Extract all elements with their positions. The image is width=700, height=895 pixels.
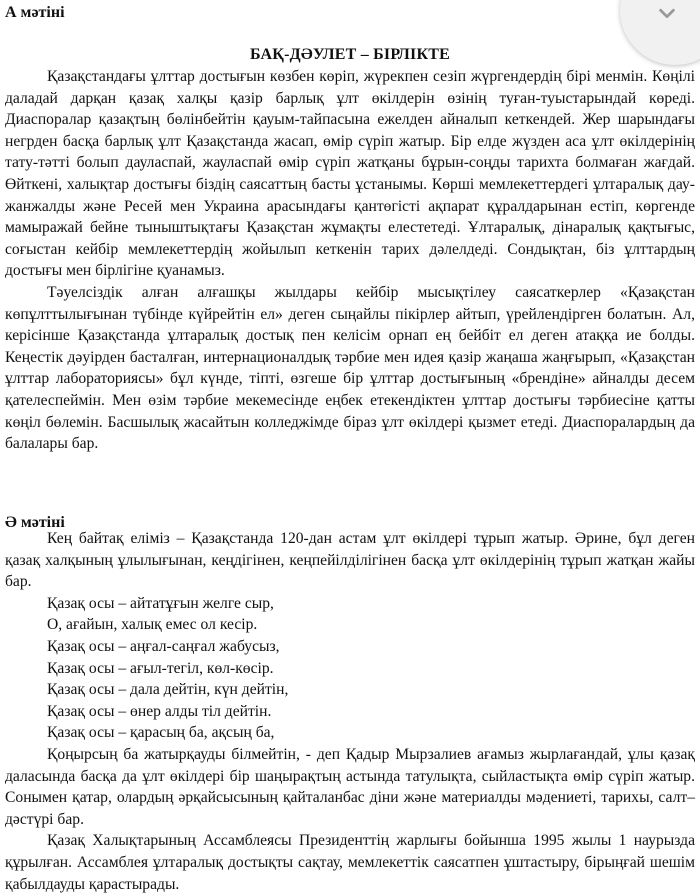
text-a-paragraph-2: Тәуелсіздік алған алғашқы жылдары кейбір мысықтілеу саясаткерлер «Қазақстан көпұлттылығынан түбінде күйрейтін ел» деген сыңайлы пікірлер айтып, үрейлендірген болатын. Ал, керісінше Қазақстанда ұлтаралық достық пен келісім орнап ең бейбіт ел деген атаққа ие болды. Кеңестік дәуірден басталған, интернационалдық тәрбие мен идея қазір жаңаша жаңғырып, «Қазақстан ұлттар лабораториясы» бұл күнде, тіпті, өзгеше бір ұлттар достығының «брендіне» айналды десем қателеспеймін. Мен өзім тәрбие мекемесінде еңбек етекендіктен ұлттар достығы тәрбиесіне қатты көңіл бөлемін. Басшылық жасайтын колледжімде біраз ұлт өкілдері қызмет етеді. Диаспоралардың да балалары бар. (5, 283, 695, 453)
poem-line: Қазақ осы – ағыл-тегіл, көл-көсір. (47, 659, 274, 677)
poem-line: Қазақ осы – өнер алды тіл дейтін. (47, 702, 272, 720)
poem-line: Қазақ осы – аңғал-саңғал жабусыз, (47, 637, 280, 655)
chevron-down-icon[interactable] (656, 2, 678, 24)
poem-line: Қазақ осы – айтатұғын желге сыр, (47, 594, 274, 612)
text-b-paragraph-1: Кең байтақ еліміз – Қазақстанда 120-дан астам ұлт өкілдері тұрып жатыр. Әрине, бұл деген қазақ халқының ұлылығынан, кеңдігінен, кеңпейілділігінен басқа ұлт өкілдерінің тұрып жатқан жайы бар. (5, 530, 695, 591)
poem-line: О, ағайын, халық емес ол кесір. (47, 616, 258, 634)
text-a-body (5, 66, 695, 455)
text-b-paragraph-2: Қоңырсың ба жатырқауды білмейтін, - деп Қадыр Мырзалиев ағамыз жырлағандай, ұлы қазақ даласында басқа да ұлт өкілдері бір шаңырақтың астында татулықта, сыйластықта өмір сүріп жатыр. Сонымен қатар, олардың әрқайсысының қайталанбас діни және материалды мәдениеті, тарихы, салт–дәстүрі бар. (5, 745, 695, 828)
poem-line: Қазақ осы – қарасың ба, ақсың ба, (47, 724, 275, 742)
text-a-paragraph-1: Қазақстандағы ұлттар достығын көзбен көріп, жүрекпен сезіп жүргендердің бірі менмін. Көңілі даладай дарқан қазақ халқы қазір барлық ұлт өкілдерін өзінің туған-туыстарындай көреді. Диаспоралар қазақтың бөлінбейтін қауым-тайпасына ежелден айналып кеткендей. Жер шарындағы негрден басқа барлық ұлт Қазақстанда жасап, өмір сүріп жатыр. Бір елде жүзден аса ұлт өкілдерінің тату-тәтті болып дауласпай, жауласпай өмір сүріп жатқаны бұрын-соңды тарихта болмаған жағдай. Өйткені, халықтар достығы біздің саясаттың басты ұстанымы. Көрші мемлекеттердегі ұлтаралық дау-жанжалды және Ресей мен Украина арасындағы қантөгісті ақпарат құралдарынан естіп, көргенде мамыражай бейне тыныштықтағы Қазақстан жұмақты елестетеді. Ұлтаралық, дінаралық қақтығыс, соғыстан кейбір мемлекеттердің жойылып кеткенін тарих дәлелдеді. Сондықтан, біз ұлттардың достығы мен бірлігіне қуанамыз. (5, 68, 695, 280)
text-b-paragraph-3: Қазақ Халықтарының Ассамблеясы Президенттің жарлығы бойынша 1995 жылы 1 наурызда құрылған. Ассамблея ұлтаралық достықты сақтау, мемлекеттік саясатпен ұштастыру, бірыңғай шешім қабылдауды қарастырады. (5, 832, 695, 893)
poem-line: Қазақ осы – дала дейтін, күн дейтін, (47, 681, 289, 699)
poem (5, 593, 695, 744)
section-b-label: Ә мәтіні (5, 514, 65, 531)
text-b-body (5, 528, 695, 895)
page-title: БАҚ-ДӘУЛЕТ – БІРЛІКТЕ (249, 46, 451, 63)
section-a-label: А мәтіні (5, 4, 65, 21)
